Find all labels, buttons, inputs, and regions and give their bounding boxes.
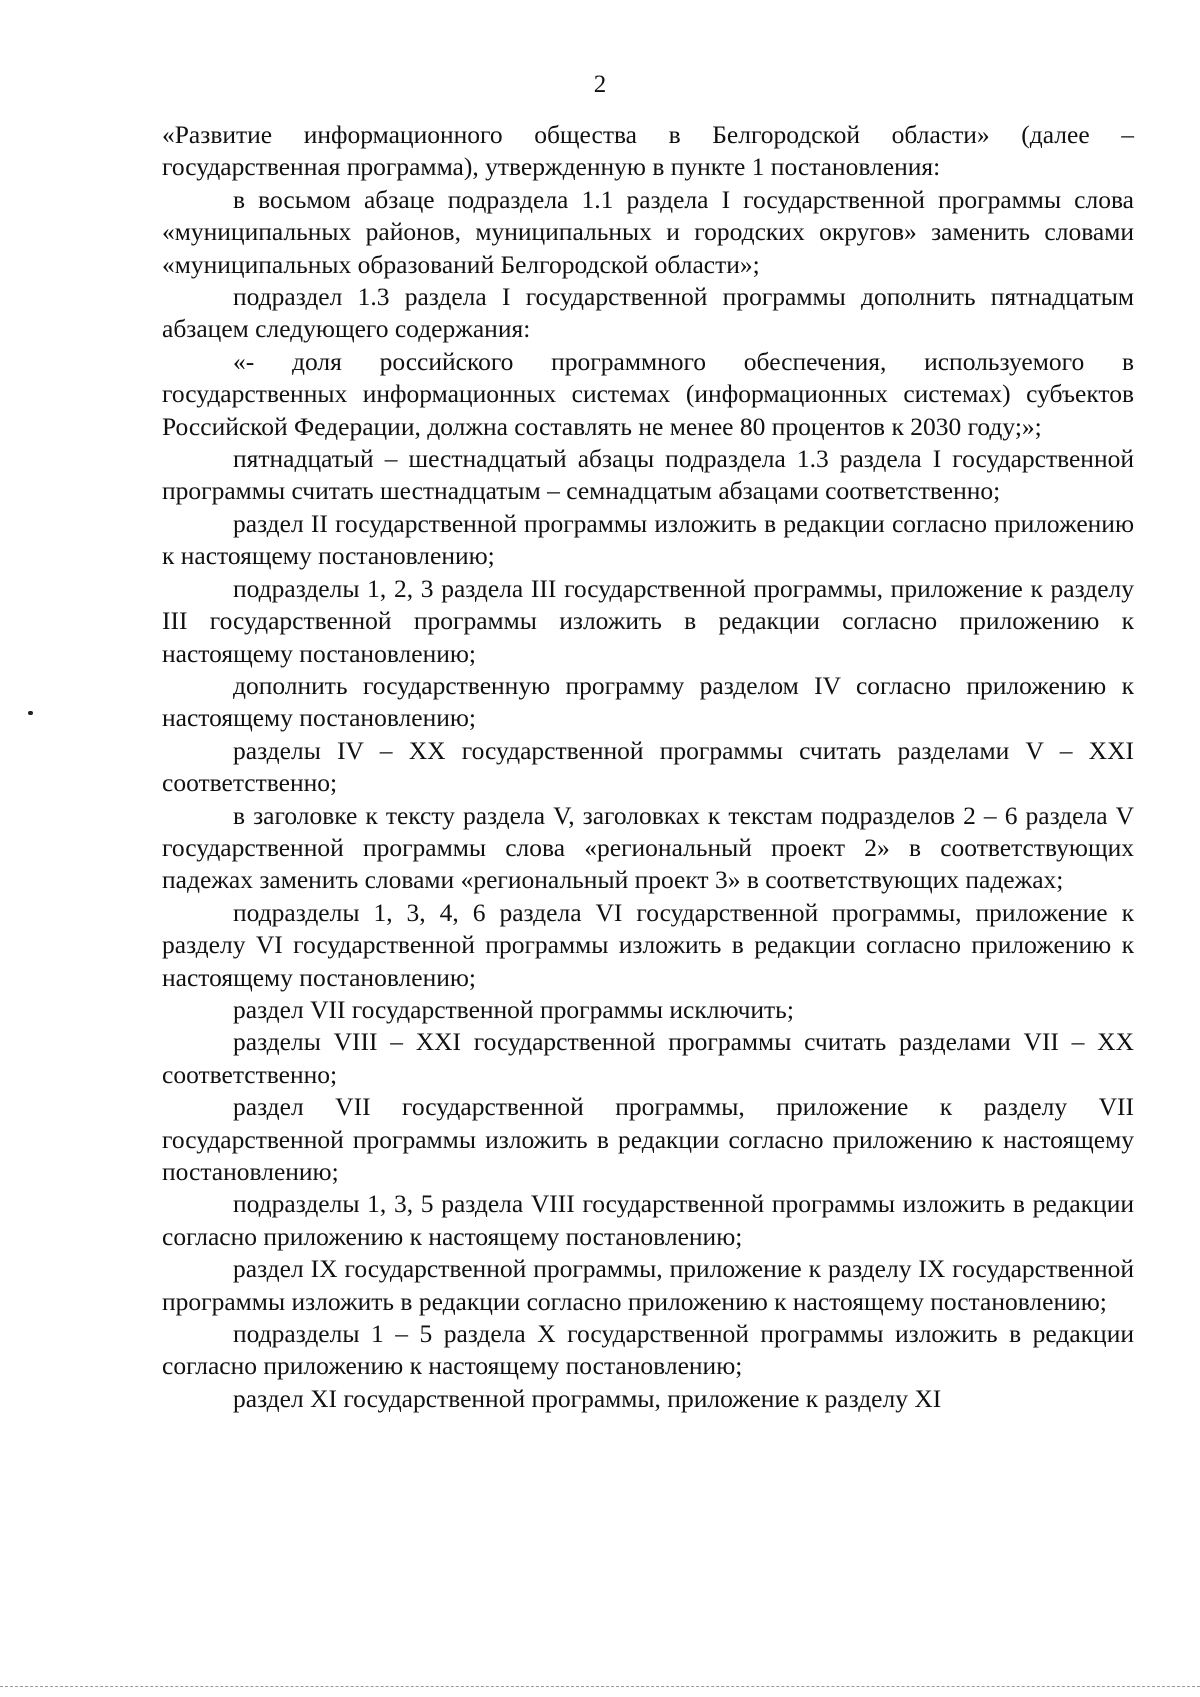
paragraph: подразделы 1, 3, 5 раздела VIII государственной программы изложить в редакции согласно приложению к настоящему постановлению; [162,1189,1134,1251]
paragraph: подраздел 1.3 раздела I государственной программы дополнить пятнадцатым абзацем следующего содержания: [162,282,1134,344]
paragraph: раздел IX государственной программы, приложение к разделу IX государственной программы изложить в редакции согласно приложению к настоящему постановлению; [162,1254,1134,1316]
page-bottom-edge [0,1686,1200,1687]
paragraph: подразделы 1, 3, 4, 6 раздела VI государственной программы, приложение к разделу VI государственной программы изложить в редакции согласно приложению к настоящему постановлению; [162,897,1134,992]
paragraph-truncated: раздел XI государственной программы, приложение к разделу XI [233,1383,942,1413]
paragraph-quote: «- доля российского программного обеспечения, используемого в государственных информационных системах (информационных системах) субъектов Российской Федерации, должна составлять не менее 80 процентов к 2030 году;»; [162,346,1134,441]
paragraph: в восьмом абзаце подраздела 1.1 раздела I государственной программы слова «муниципальных районов, муниципальных и городских округов» заменить словами «муниципальных образований Белгородской области»; [162,184,1134,279]
paragraph-continuation: «Развитие информационного общества в Белгородской области» (далее – государственная программа), утвержденную в пункте 1 постановления: [162,120,1134,182]
paragraph: в заголовке к тексту раздела V, заголовках к текстам подразделов 2 – 6 раздела V государственной программы слова «региональный проект 2» в соответствующих падежах заменить словами «региональный проект 3» в соответствующих падежах; [162,800,1134,895]
paragraph: разделы VIII – XXI государственной программы считать разделами VII – XX соответственно; [162,1027,1134,1089]
paragraph: подразделы 1, 2, 3 раздела III государственной программы, приложение к разделу III государственной программы изложить в редакции согласно приложению к настоящему постановлению; [162,573,1134,668]
paragraph: раздел VII государственной программы исключить; [233,994,794,1024]
page-number: 2 [593,71,607,98]
paragraph: раздел II государственной программы изложить в редакции согласно приложению к настоящему постановлению; [162,508,1134,571]
paragraph: разделы IV – XX государственной программы считать разделами V – XXI соответственно; [162,735,1134,798]
paragraph: пятнадцатый – шестнадцатый абзацы подраздела 1.3 раздела I государственной программы считать шестнадцатым – семнадцатым абзацами соответственно; [162,444,1134,506]
paragraph: дополнить государственную программу разделом IV согласно приложению к настоящему постановлению; [162,670,1134,733]
document-body [162,119,1134,1415]
paragraph: раздел VII государственной программы, приложение к разделу VII государственной программы изложить в редакции согласно приложению к настоящему постановлению; [162,1092,1134,1186]
scan-artifact [28,711,33,715]
paragraph: подразделы 1 – 5 раздела X государственной программы изложить в редакции согласно приложению к настоящему постановлению; [162,1319,1134,1381]
